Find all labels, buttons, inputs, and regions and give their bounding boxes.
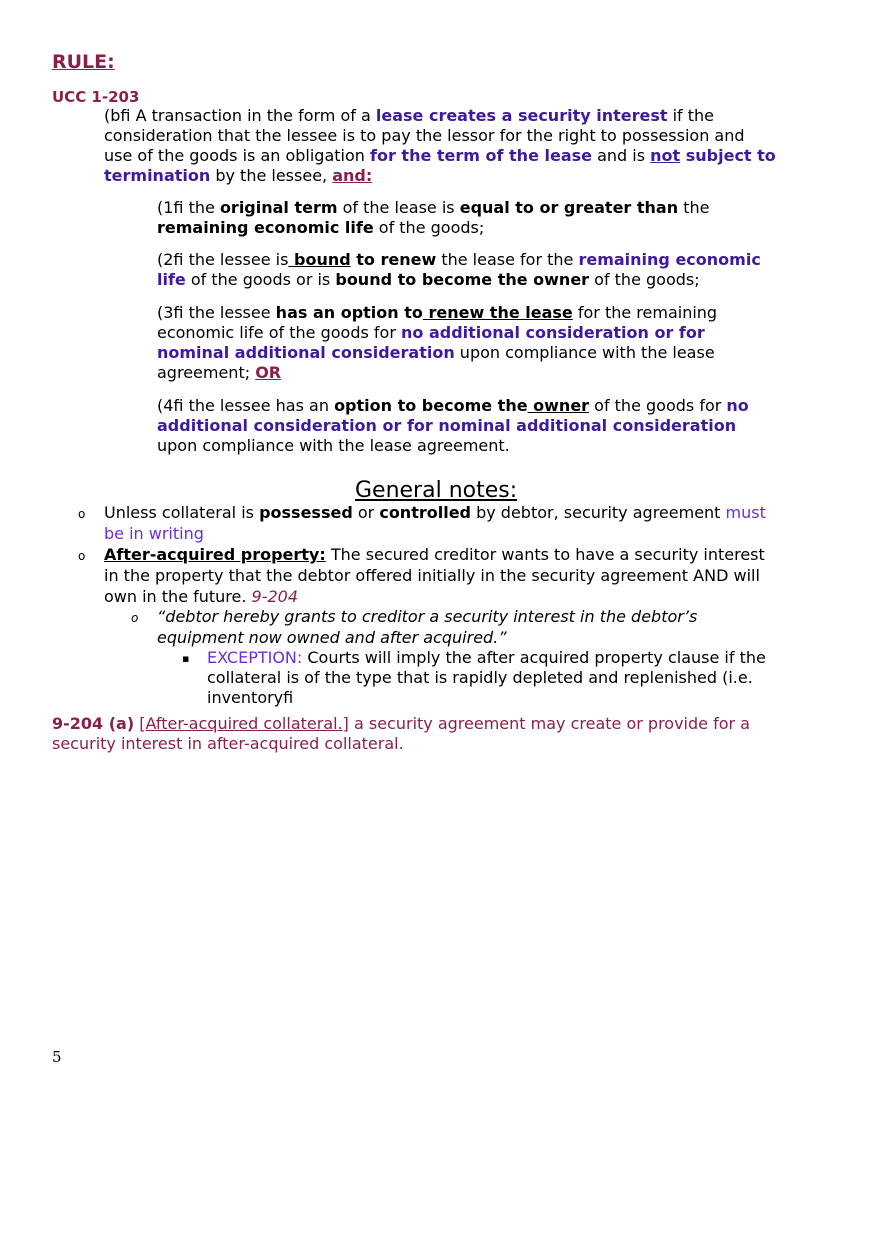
item-4-line-3: upon compliance with the lease agreement.: [157, 436, 510, 455]
quote-line-1: “debtor hereby grants to creditor a security interest in the debtor’s: [157, 607, 698, 626]
exception-line-3: inventoryfi: [207, 688, 294, 707]
circle-bullet-icon: o: [78, 549, 86, 563]
circle-bullet-icon: o: [131, 611, 139, 625]
item-4-line-1: (4fi the lessee has an option to become the owner of the goods for no: [157, 396, 749, 415]
rule-heading: RULE:: [52, 51, 115, 73]
quote-line-2: equipment now owned and after acquired.”: [157, 628, 507, 647]
section-9-204-line-1: 9-204 (a) [After-acquired collateral.] a security agreement may create or provide for a: [52, 714, 750, 733]
exception-line-1: EXCEPTION: Courts will imply the after acquired property clause if the: [207, 648, 766, 667]
item-1-line-1: (1fi the original term of the lease is equal to or greater than the: [157, 198, 710, 217]
note-2-line-1: After-acquired property: The secured creditor wants to have a security interest: [104, 545, 765, 564]
item-2-line-2: life of the goods or is bound to become the owner of the goods;: [157, 270, 700, 289]
ucc-reference: UCC 1-203: [52, 88, 140, 106]
b-paragraph-line-1: (bfi A transaction in the form of a lease creates a security interest if the: [104, 106, 715, 125]
item-3-line-3: nominal additional consideration upon compliance with the lease: [157, 343, 715, 362]
item-3-line-2: economic life of the goods for no additional consideration or for: [157, 323, 705, 342]
item-3-line-1: (3fi the lessee has an option to renew the lease for the remaining: [157, 303, 718, 322]
note-2-line-2: in the property that the debtor offered initially in the security agreement AND will: [104, 566, 760, 585]
circle-bullet-icon: o: [78, 507, 86, 521]
note-1-line-1: Unless collateral is possessed or controlled by debtor, security agreement must: [104, 503, 766, 522]
page-number: 5: [52, 1048, 62, 1066]
section-9-204-line-2: security interest in after-acquired collateral.: [52, 734, 404, 753]
item-2-line-1: (2fi the lessee is bound to renew the lease for the remaining economic: [157, 250, 761, 269]
item-4-line-2: additional consideration or for nominal additional consideration: [157, 416, 737, 435]
b-paragraph-line-4: termination by the lessee, and:: [104, 166, 373, 185]
general-notes-heading: General notes:: [355, 478, 518, 503]
b-paragraph-line-3: use of the goods is an obligation for the term of the lease and is not subject to: [104, 146, 776, 165]
note-2-line-3: own in the future. 9-204: [104, 587, 299, 606]
note-1-line-2: be in writing: [104, 524, 204, 543]
item-3-line-4: agreement; OR: [157, 363, 282, 382]
exception-line-2: collateral is of the type that is rapidly depleted and replenished (i.e.: [207, 668, 753, 687]
square-bullet-icon: ▪: [182, 652, 190, 665]
item-1-line-2: remaining economic life of the goods;: [157, 218, 485, 237]
b-paragraph-line-2: consideration that the lessee is to pay the lessor for the right to possession and: [104, 126, 745, 145]
